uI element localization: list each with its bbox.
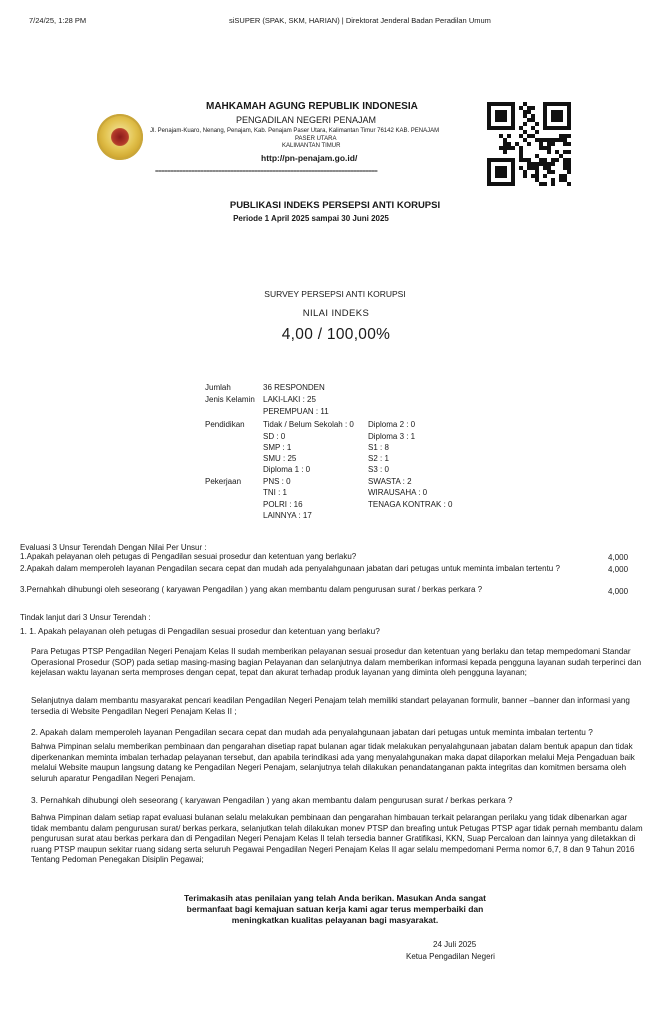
education-item: S2 : 1: [368, 454, 389, 463]
lowest-item-2: 2.Apakah dalam memperoleh layanan Pengadilan secara cepat dan mudah ada penyalahgunaan jabatan dari petugas untuk meminta imbalan tertentu ?: [20, 564, 560, 573]
followup-question-3: 3. Pernahkah dihubungi oleh seseorang ( karyawan Pengadilan ) yang akan membantu dalam pengurusan surat / berkas perkara ?: [31, 795, 513, 805]
survey-title: SURVEY PERSEPSI ANTI KORUPSI: [264, 289, 406, 299]
closing-line: Terimakasih atas penilaian yang telah Anda berikan. Masukan Anda sangat: [183, 893, 486, 903]
org-address-line3: KALIMANTAN TIMUR: [282, 143, 341, 149]
publication-title: PUBLIKASI INDEKS PERSEPSI ANTI KORUPSI: [229, 200, 441, 211]
court-seal-icon: [97, 114, 143, 160]
education-item: S3 : 0: [368, 465, 389, 474]
followup-answer-1: Para Petugas PTSP Pengadilan Negeri Penajam Kelas II sudah memberikan pelayanan sesuai prosedur dan ketentuan yang berlaku dan tetap mempedomani Standar Operasional Prosedur (SOP) pada setiap masing-masing bagian Pelayanan dan selanjutnya dalam memberikan informasi kepada pengguna layanan sudah terperinci dan kejelasan waktu layanan serta memproses dengan cepat, tepat dan akurat terhadap produk layanan yang diminta oleh pengguna layanan;: [31, 647, 642, 678]
followup-heading: Tindak lanjut dari 3 Unsur Terendah :: [20, 613, 151, 622]
org-address-line2: PASER UTARA: [295, 136, 337, 142]
education-item: S1 : 8: [368, 443, 389, 452]
education-label: Pendidikan: [205, 420, 245, 429]
org-name-secondary: PENGADILAN NEGERI PENAJAM: [236, 115, 377, 125]
followup-answer-2: Bahwa Pimpinan selalu memberikan pembinaan dan pengarahan disetiap rapat bulanan agar tidak melakukan penyalahgunaan jabatan dalam bentuk apapun dan tidak diperkenankan meminta imbalan terhadap pelayanan tersebut, dan apabila terindikasi ada yang menyalahgunakan maka dapat dilaporkan melalui Meja Pengaduan baik melalui Website maupun langsung datang ke Pengadilan Negeri Penajam, selanjutnya telah dilakukan penandatanganan pakta integritas dan komitmen bersama oleh seluruh aparatur Pengadilan Negeri Penajam.: [31, 742, 635, 783]
lowest-item-3: 3.Pernahkah dihubungi oleh seseorang ( karyawan Pengadilan ) yang akan membantu dalam pengurusan surat / berkas perkara ?: [20, 585, 483, 594]
education-item: Tidak / Belum Sekolah : 0: [263, 420, 354, 429]
letterhead-rule: ==========================================================================: [155, 169, 378, 175]
lowest-heading: Evaluasi 3 Unsur Terendah Dengan Nilai Per Unsur :: [20, 543, 207, 552]
occupation-item: LAINNYA : 17: [263, 511, 312, 520]
print-datetime: 7/24/25, 1:28 PM: [29, 16, 87, 25]
occupation-item: SWASTA : 2: [368, 477, 412, 486]
occupation-label: Pekerjaan: [205, 477, 242, 486]
lowest-value-3: 4,000: [608, 587, 629, 596]
occupation-item: TNI : 1: [263, 488, 288, 497]
qr-code-icon: [487, 102, 571, 186]
occupation-item: POLRI : 16: [263, 500, 303, 509]
print-page-title: siSUPER (SPAK, SKM, HARIAN) | Direktorat Jenderal Badan Peradilan Umum: [229, 16, 491, 25]
org-website: http://pn-penajam.go.id/: [261, 153, 358, 163]
lowest-value-2: 4,000: [608, 565, 629, 574]
org-address-line1: Jl. Penajam-Kuaro, Nenang, Penajam, Kab. Penajam Paser Utara, Kalimantan Timur 76142 KAB. PENAJAM: [150, 128, 440, 134]
gender-female: PEREMPUAN : 11: [263, 407, 329, 416]
lowest-item-1: 1.Apakah pelayanan oleh petugas di Pengadilan sesuai prosedur dan ketentuan yang berlaku?: [20, 552, 357, 561]
followup-question-2: 2. Apakah dalam memperoleh layanan Pengadilan secara cepat dan mudah ada penyalahgunaan jabatan dari petugas untuk meminta imbalan tertentu ?: [31, 727, 593, 737]
respondent-count-label: Jumlah: [205, 383, 231, 392]
respondent-count-value: 36 RESPONDEN: [263, 383, 325, 392]
index-label: NILAI INDEKS: [302, 308, 370, 319]
publication-period: Periode 1 April 2025 sampai 30 Juni 2025: [233, 214, 389, 223]
occupation-item: WIRAUSAHA : 0: [368, 488, 428, 497]
closing-message: [140, 893, 530, 926]
gender-male: LAKI-LAKI : 25: [263, 395, 316, 404]
education-item: Diploma 1 : 0: [263, 465, 311, 474]
gender-label: Jenis Kelamin: [205, 395, 255, 404]
signer-title: Ketua Pengadilan Negeri: [406, 952, 495, 961]
education-item: SMP : 1: [263, 443, 292, 452]
lowest-value-1: 4,000: [608, 553, 629, 562]
occupation-item: PNS : 0: [263, 477, 291, 486]
occupation-item: TENAGA KONTRAK : 0: [368, 500, 453, 509]
org-name-primary: MAHKAMAH AGUNG REPUBLIK INDONESIA: [206, 101, 418, 112]
followup-answer-1b: Selanjutnya dalam membantu masyarakat pencari keadilan Pengadilan Negeri Penajam telah memiliki standart pelayanan formulir, banner –banner dan informasi yang tersedia di Website Pengadilan Negeri Penajam Kelas II ;: [31, 696, 630, 716]
education-item: Diploma 3 : 1: [368, 432, 416, 441]
followup-question-1: 1. 1. Apakah pelayanan oleh petugas di Pengadilan sesuai prosedur dan ketentuan yang berlaku?: [20, 626, 380, 636]
education-item: SMU : 25: [263, 454, 297, 463]
signature-date: 24 Juli 2025: [433, 940, 477, 949]
education-item: Diploma 2 : 0: [368, 420, 416, 429]
closing-line: bermanfaat bagi kemajuan satuan kerja kami agar terus memperbaiki dan: [186, 904, 484, 914]
followup-answer-3: Bahwa Pimpinan dalam setiap rapat evaluasi bulanan selalu melakukan pembinaan dan pengarahan himbauan terkait pelarangan perilaku yang tidak dibenarkan agar tidak membantu dalam pengurusan surat/ berkas perkara, selanjutkan telah dilakukan monev PTSP dan breafing untuk Petugas PTSP agar tidak pernah membantu dalam pengurusan surat atau berkas perkara dan di Pengadilan Negeri Penajam Kelas II telah tersedia banner Gratifikasi, KKN, Suap Percaloan dan lainnya yang diletakkan di ruang PTSP maupun sekitar ruang sidang serta seluruh Pegawai Pengadilan Negeri Penajam Kelas II agar selalu mempedomani Perma nomor 6,7, 8 dan 9 Tahun 2016 Tentang Pedoman Penegakan Disiplin Pegawai;: [31, 813, 643, 865]
closing-line: meningkatkan kualitas pelayanan bagi masyarakat.: [231, 915, 439, 925]
index-value: 4,00 / 100,00%: [281, 326, 391, 343]
education-item: SD : 0: [263, 432, 286, 441]
